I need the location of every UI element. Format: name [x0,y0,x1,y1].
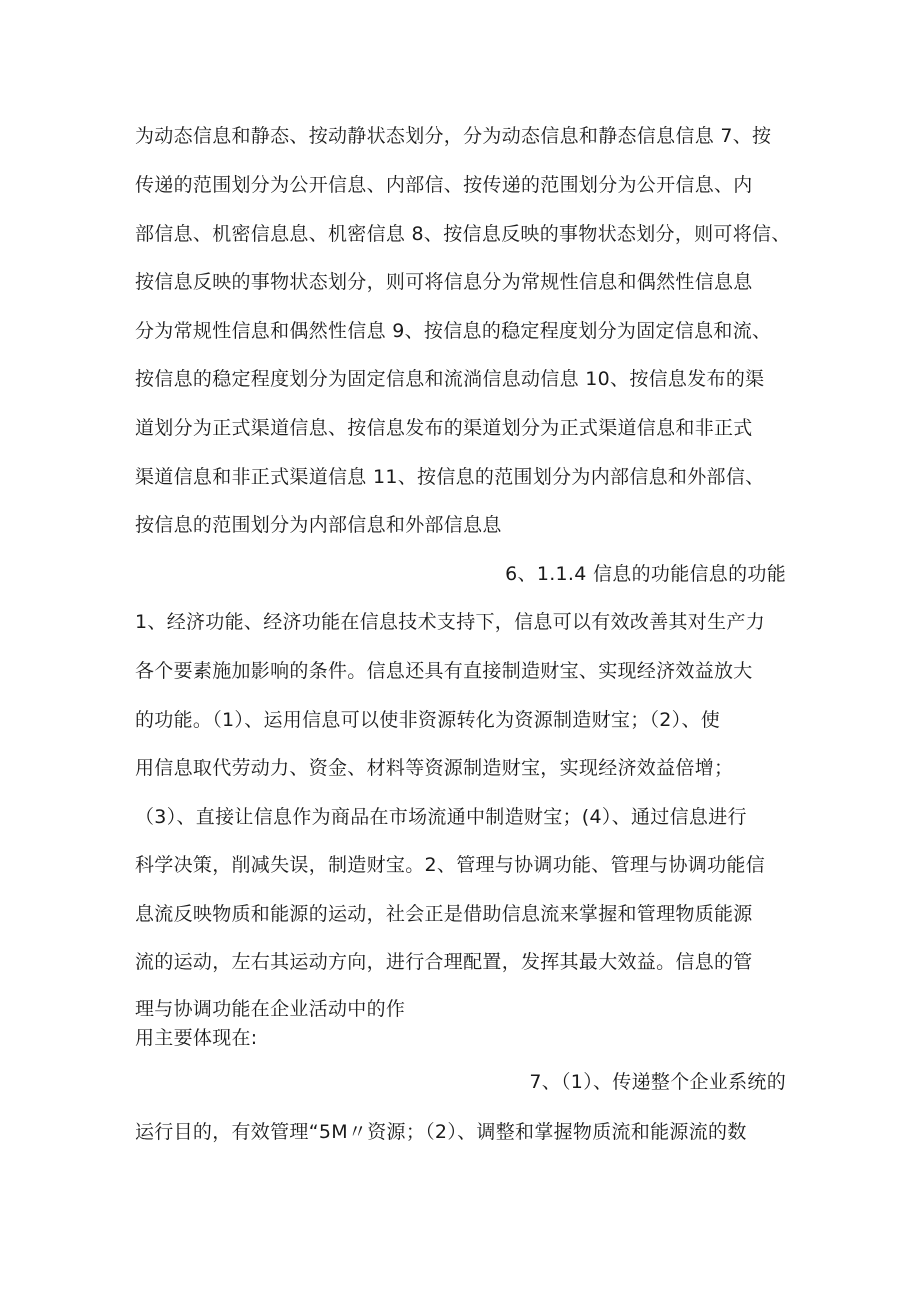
text-line: 的功能。（1）、运用信息可以使非资源转化为资源制造财宝；（2）、使 [135,709,721,731]
text-line: 按信息的稳定程度划分为固定信息和流淌信息动信息 10、按信息发布的渠 [135,368,765,390]
text-line: 分为常规性信息和偶然性信息 9、按信息的稳定程度划分为固定信息和流、 [135,320,772,342]
text-line: 7、（1）、传递整个企业系统的 [529,1071,786,1093]
text-line: 传递的范围划分为公开信息、内部信、按传递的范围划分为公开信息、内 [135,174,753,196]
text-line: 用主要体现在: [135,1027,258,1049]
text-line: 理与协调功能在企业活动中的作 [135,998,406,1020]
section-heading: 6、1.1.4 信息的功能信息的功能 [505,563,786,585]
text-line: 渠道信息和非正式渠道信息 11、按信息的范围划分为内部信息和外部信、 [135,466,765,488]
text-line: 按信息的范围划分为内部信息和外部信息息 [135,514,502,536]
text-line: （3）、直接让信息作为商品在市场流通中制造财宝；(4）、通过信息进行 [135,806,747,828]
text-line: 运行目的，有效管理“5M〃资源；（2）、调整和掌握物质流和能源流的数 [135,1121,747,1143]
text-line: 用信息取代劳动力、资金、材料等资源制造财宝，实现经济效益倍增； [135,757,734,779]
text-line: 各个要素施加影响的条件。信息还具有直接制造财宝、实现经济效益放大 [135,660,753,682]
text-line: 部信息、机密信息息、机密信息 8、按信息反映的事物状态划分，则可将信、 [135,223,791,245]
text-line: 为动态信息和静态、按动静状态划分，分为动态信息和静态信息信息 7、按 [135,125,772,147]
text-line: 1、经济功能、经济功能在信息技术支持下，信息可以有效改善其对生产力 [135,611,765,633]
text-line: 科学决策，削减失误，制造财宝。2、管理与协调功能、管理与协调功能信 [135,854,765,876]
text-line: 流的运动，左右其运动方向，进行合理配置，发挥其最大效益。信息的管 [135,951,753,973]
text-line: 按信息反映的事物状态划分，则可将信息分为常规性信息和偶然性信息息 [135,271,753,293]
text-line: 道划分为正式渠道信息、按信息发布的渠道划分为正式渠道信息和非正式 [135,417,753,439]
text-line: 息流反映物质和能源的运动，社会正是借助信息流来掌握和管理物质能源 [135,903,753,925]
